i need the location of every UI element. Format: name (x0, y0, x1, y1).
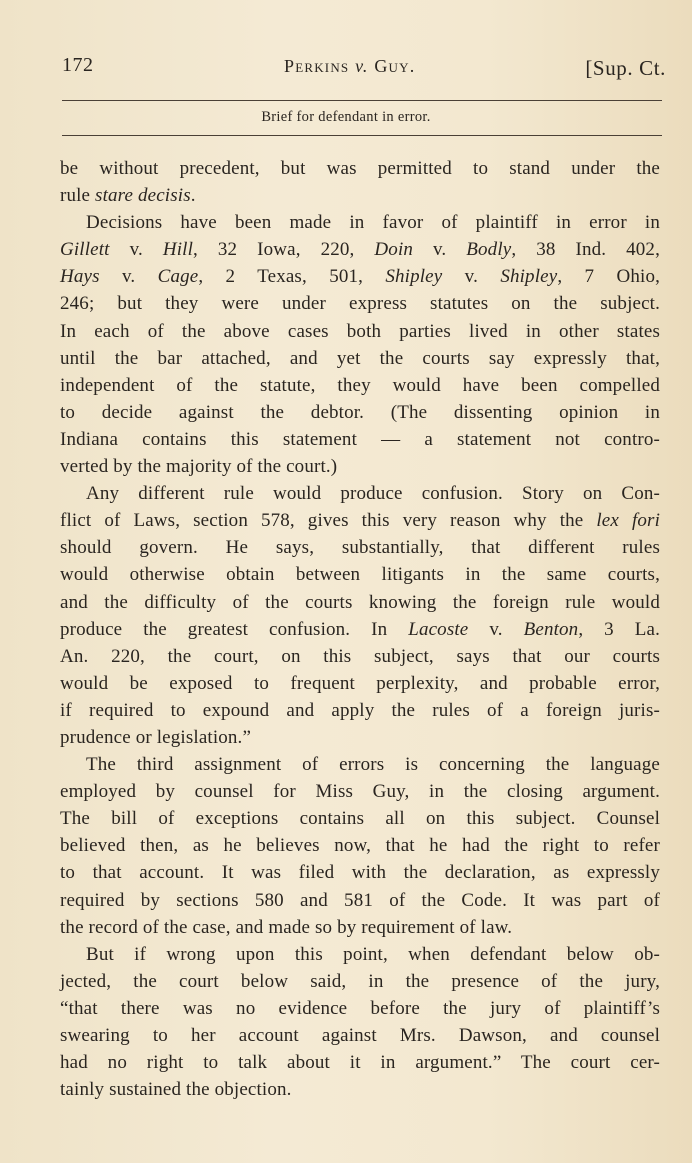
text-line (60, 1022, 660, 1049)
text-segment: , 7 Ohio, (557, 266, 660, 288)
text-line (60, 182, 660, 209)
text-line (60, 887, 660, 914)
text-segment: v. (442, 266, 501, 288)
text-segment: produce the greatest confusion. In (60, 618, 409, 640)
running-title-plaintiff: Perkins (284, 56, 356, 76)
text-segment: to that account. It was filed with the declaration, as expressly (60, 862, 660, 884)
italic-segment: Lacoste (408, 618, 469, 640)
text-segment: , 32 Iowa, 220, (193, 239, 375, 261)
text-line (60, 616, 660, 643)
italic-segment: Gillett (60, 239, 110, 261)
italic-segment: Hill (162, 239, 194, 261)
text-line (60, 995, 660, 1022)
body-text (60, 155, 660, 1103)
text-line (60, 670, 660, 697)
text-line (60, 263, 660, 290)
text-segment: would otherwise obtain between litigants in the same courts, (60, 564, 660, 586)
text-segment: v. (413, 239, 467, 261)
text-segment: to decide against the debtor. (The dissenting opinion in (60, 401, 660, 423)
text-line (60, 724, 660, 751)
italic-segment: Hays (60, 266, 100, 288)
text-line (60, 399, 660, 426)
page-header (58, 54, 670, 88)
text-line (60, 941, 660, 968)
text-segment: should govern. He says, substantially, that different rules (60, 537, 660, 559)
text-line (60, 914, 660, 941)
running-title-defendant: Guy. (368, 56, 416, 76)
text-segment: required by sections 580 and 581 of the Code. It was part of (60, 889, 660, 911)
text-line (60, 155, 660, 182)
text-segment: The bill of exceptions contains all on this subject. Counsel (60, 808, 660, 830)
text-line (60, 1049, 660, 1076)
text-line (60, 589, 660, 616)
running-title-versus: v. (355, 56, 369, 76)
text-line (60, 236, 660, 263)
text-segment: flict of Laws, section 578, gives this very reason why the (60, 510, 597, 532)
text-line (60, 209, 660, 236)
italic-segment: Bodly (466, 239, 512, 261)
text-line (60, 345, 660, 372)
text-segment: the record of the case, and made so by requirement of law. (60, 916, 513, 938)
text-segment: verted by the majority of the court.) (60, 456, 338, 478)
text-line (60, 1076, 660, 1103)
text-segment: An. 220, the court, on this subject, says that our courts (60, 645, 660, 667)
text-segment: “that there was no evidence before the jury of plaintiff’s (60, 997, 660, 1019)
text-line (60, 453, 660, 480)
italic-segment: Benton (523, 618, 579, 640)
text-segment: tainly sustained the objection. (60, 1079, 292, 1101)
header-rule-top (62, 100, 662, 101)
header-rule-bottom (62, 135, 662, 136)
text-segment: , 38 Ind. 402, (511, 239, 660, 261)
italic-segment: Shipley (500, 266, 558, 288)
text-segment: v. (109, 239, 163, 261)
text-segment: independent of the statute, they would have been compelled (60, 374, 660, 396)
text-segment: But if wrong upon this point, when defendant below ob- (86, 943, 660, 965)
text-segment: until the bar attached, and yet the courts say expressly that, (60, 347, 660, 369)
text-line (60, 480, 660, 507)
text-segment: Indiana contains this statement — a statement not contro- (60, 428, 660, 450)
text-segment: . (190, 185, 196, 207)
text-segment: rule (60, 185, 96, 207)
text-line (60, 751, 660, 778)
text-segment: swearing to her account against Mrs. Dawson, and counsel (60, 1025, 660, 1046)
text-line (60, 643, 660, 670)
italic-segment: Doin (374, 239, 414, 261)
section-subhead: Brief for defendant in error. (261, 109, 431, 125)
text-line (60, 561, 660, 588)
text-segment: 246; but they were under express statutes on the subject. (60, 293, 660, 315)
page-number: 172 (62, 54, 94, 76)
text-segment: Decisions have been made in favor of plaintiff in error in (86, 212, 660, 234)
text-segment: Any different rule would produce confusion. Story on Con- (86, 483, 660, 505)
running-title (284, 56, 415, 77)
text-segment: , 3 La. (578, 618, 661, 640)
text-segment: employed by counsel for Miss Guy, in the closing argument. (60, 781, 660, 803)
italic-segment: Cage (157, 266, 199, 288)
text-line (60, 534, 660, 561)
court-label: [Sup. Ct. (585, 56, 666, 80)
text-line (60, 968, 660, 995)
text-segment: believed then, as he believes now, that he had the right to refer (60, 835, 660, 857)
text-line (60, 697, 660, 724)
text-segment: would be exposed to frequent perplexity, and probable error, (60, 672, 660, 694)
text-segment: if required to expound and apply the rules of a foreign juris- (60, 699, 660, 721)
text-segment: v. (468, 618, 524, 640)
text-segment: The third assignment of errors is concerning the language (86, 754, 660, 776)
text-line (60, 372, 660, 399)
text-segment: jected, the court below said, in the presence of the jury, (60, 970, 660, 992)
text-line (60, 507, 660, 534)
text-segment: had no right to talk about it in argument.” The court cer- (60, 1052, 660, 1074)
text-line (60, 290, 660, 317)
text-segment: , 2 Texas, 501, (198, 266, 386, 288)
text-line (60, 805, 660, 832)
text-line (60, 832, 660, 859)
text-line (60, 318, 660, 345)
text-line (60, 859, 660, 886)
text-segment: be without precedent, but was permitted to stand under the (60, 158, 660, 179)
italic-segment: lex fori (596, 510, 660, 532)
italic-segment: Shipley (385, 266, 443, 288)
text-segment: v. (99, 266, 158, 288)
text-line (60, 778, 660, 805)
text-line (60, 426, 660, 453)
italic-segment: stare decisis (95, 185, 191, 207)
text-segment: prudence or legislation.” (60, 726, 252, 748)
text-segment: In each of the above cases both parties lived in other states (60, 320, 660, 342)
text-segment: and the difficulty of the courts knowing the foreign rule would (60, 591, 660, 613)
